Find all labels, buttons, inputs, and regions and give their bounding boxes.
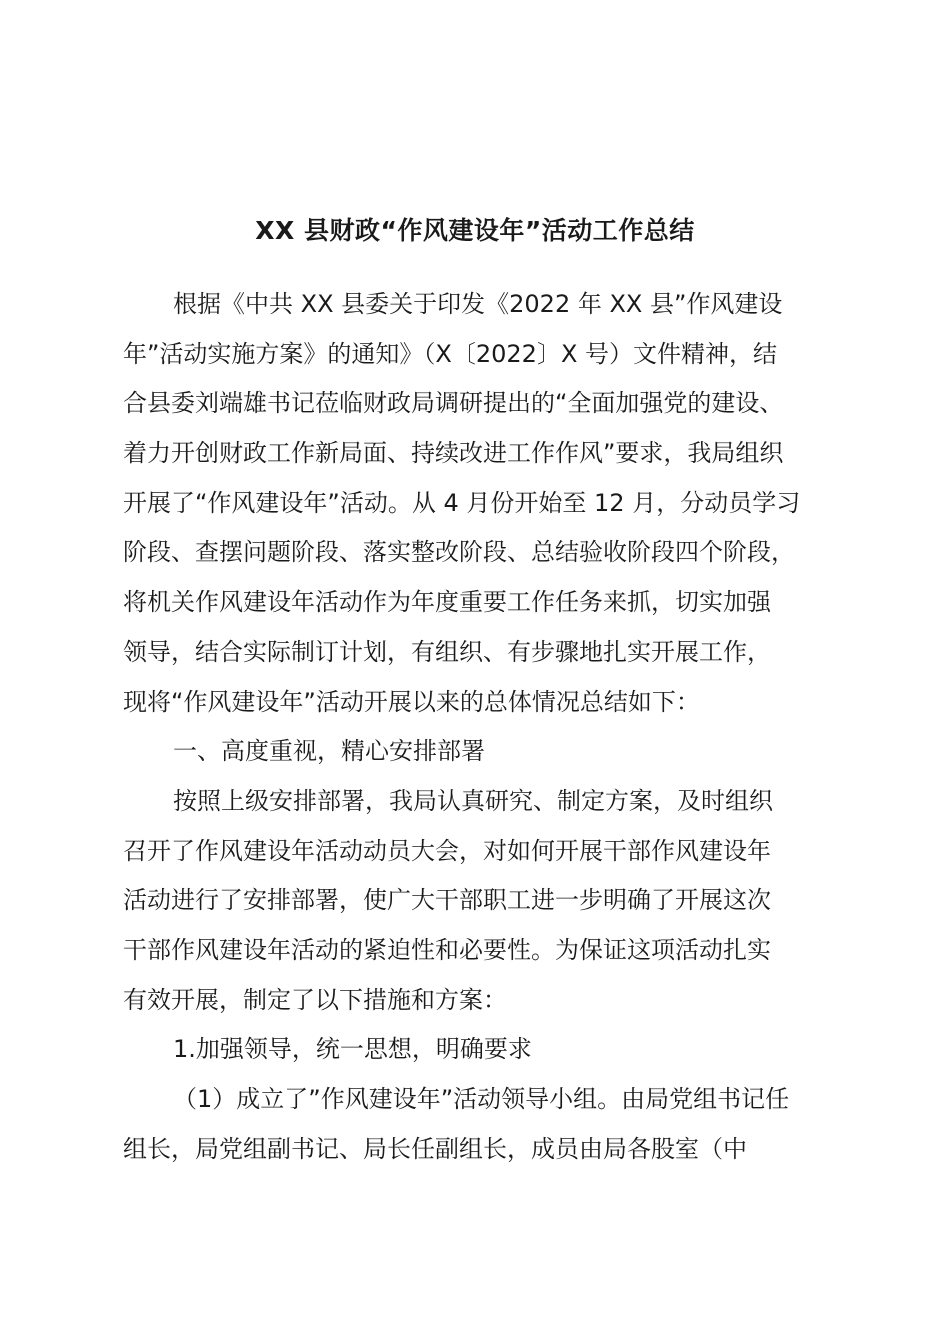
section-heading: 一、高度重视，精心安排部署 <box>173 737 485 766</box>
paragraph-line: 按照上级安排部署，我局认真研究、制定方案，及时组织 <box>173 786 773 815</box>
paragraph-line: 将机关作风建设年活动作为年度重要工作任务来抓，切实加强 <box>123 588 771 617</box>
paragraph-line: 年”活动实施方案》的通知》（X〔2022〕X 号）文件精神，结 <box>123 339 778 368</box>
paragraph-line: 召开了作风建设年活动动员大会，对如何开展干部作风建设年 <box>123 836 771 865</box>
paragraph-line: 现将“作风建设年”活动开展以来的总体情况总结如下： <box>123 687 700 716</box>
document-title: XX 县财政“作风建设年”活动工作总结 <box>255 216 695 245</box>
paragraph-line: 活动进行了安排部署，使广大干部职工进一步明确了开展这次 <box>123 886 771 915</box>
subsection-heading: 1.加强领导，统一思想，明确要求 <box>173 1035 532 1064</box>
paragraph-line: 根据《中共 XX 县委关于印发《2022 年 XX 县”作风建设 <box>173 290 783 318</box>
paragraph-line: 领导，结合实际制订计划，有组织、有步骤地扎实开展工作， <box>123 637 771 666</box>
document-body <box>123 280 835 1174</box>
paragraph-line: 组长，局党组副书记、局长任副组长，成员由局各股室（中 <box>123 1134 747 1163</box>
paragraph-line: （1）成立了”作风建设年”活动领导小组。由局党组书记任 <box>173 1085 790 1113</box>
paragraph-line: 开展了“作风建设年”活动。从 4 月份开始至 12 月，分动员学习 <box>123 488 801 517</box>
paragraph-line: 阶段、查摆问题阶段、落实整改阶段、总结验收阶段四个阶段， <box>123 538 795 567</box>
paragraph-line: 有效开展，制定了以下措施和方案： <box>123 985 507 1014</box>
paragraph-line: 干部作风建设年活动的紧迫性和必要性。为保证这项活动扎实 <box>123 935 771 964</box>
paragraph-line: 着力开创财政工作新局面、持续改进工作作风”要求，我局组织 <box>123 439 784 468</box>
paragraph-line: 合县委刘端雄书记莅临财政局调研提出的“全面加强党的建设、 <box>123 389 784 418</box>
